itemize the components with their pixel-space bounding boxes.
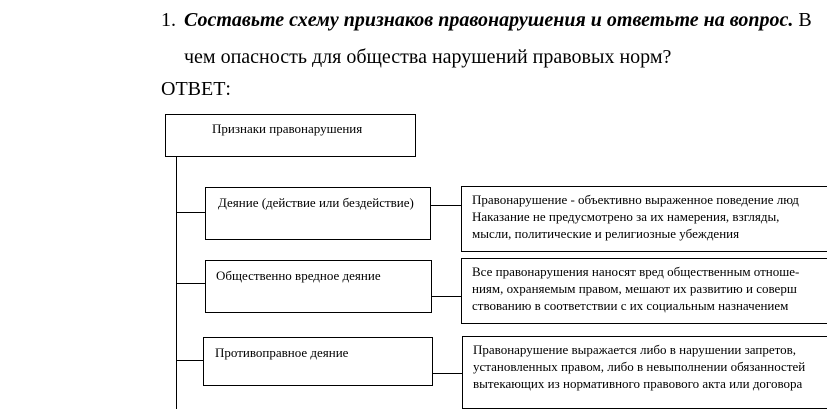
connector-root-down <box>176 157 177 169</box>
desc-line: ствованию в соответствии с их социальным назначением <box>472 298 789 313</box>
question-line-2: чем опасность для общества нарушений правовых норм? <box>184 46 672 68</box>
desc-line: Все правонарушения наносят вред общественным отноше- <box>472 264 800 279</box>
item-box-action: Деяние (действие или бездействие) <box>205 187 431 240</box>
connector-h-1 <box>176 212 205 213</box>
answer-label: ОТВЕТ: <box>161 78 231 100</box>
desc-line: Правонарушение - объективно выраженное поведение люд <box>472 192 799 207</box>
connector-item-1-desc <box>431 205 461 206</box>
desc-box-harmful <box>461 258 827 324</box>
connector-h-3 <box>176 360 203 361</box>
desc-line: вытекающих из нормативного правового акта или договора <box>473 376 803 391</box>
desc-line: установленных правом, либо в невыполнении обязанностей <box>473 359 806 374</box>
question-number: 1. <box>161 9 176 31</box>
desc-line: Правонарушение выражается либо в нарушении запретов, <box>473 342 796 357</box>
item-box-unlawful: Противоправное деяние <box>203 337 433 386</box>
connector-h-2 <box>176 283 205 284</box>
desc-box-action <box>461 186 827 252</box>
desc-box-unlawful <box>462 336 827 409</box>
desc-line: Наказание не предусмотрено за их намерения, взгляды, <box>472 209 780 224</box>
connector-item-3-desc <box>433 373 462 374</box>
question-tail-text: В <box>793 9 812 31</box>
question-line-1 <box>161 8 811 32</box>
root-box: Признаки правонарушения <box>165 114 416 157</box>
connector-item-2-desc <box>432 296 461 297</box>
item-box-harmful: Общественно вредное деяние <box>205 260 432 313</box>
desc-line: мысли, политические и религиозные убеждения <box>472 226 740 241</box>
desc-line: ниям, охраняемым правом, мешают их развитию и соверш <box>472 281 797 296</box>
question-bold-text: Составьте схему признаков правонарушения и ответьте на вопрос. <box>184 9 794 31</box>
connector-vertical <box>176 169 177 409</box>
